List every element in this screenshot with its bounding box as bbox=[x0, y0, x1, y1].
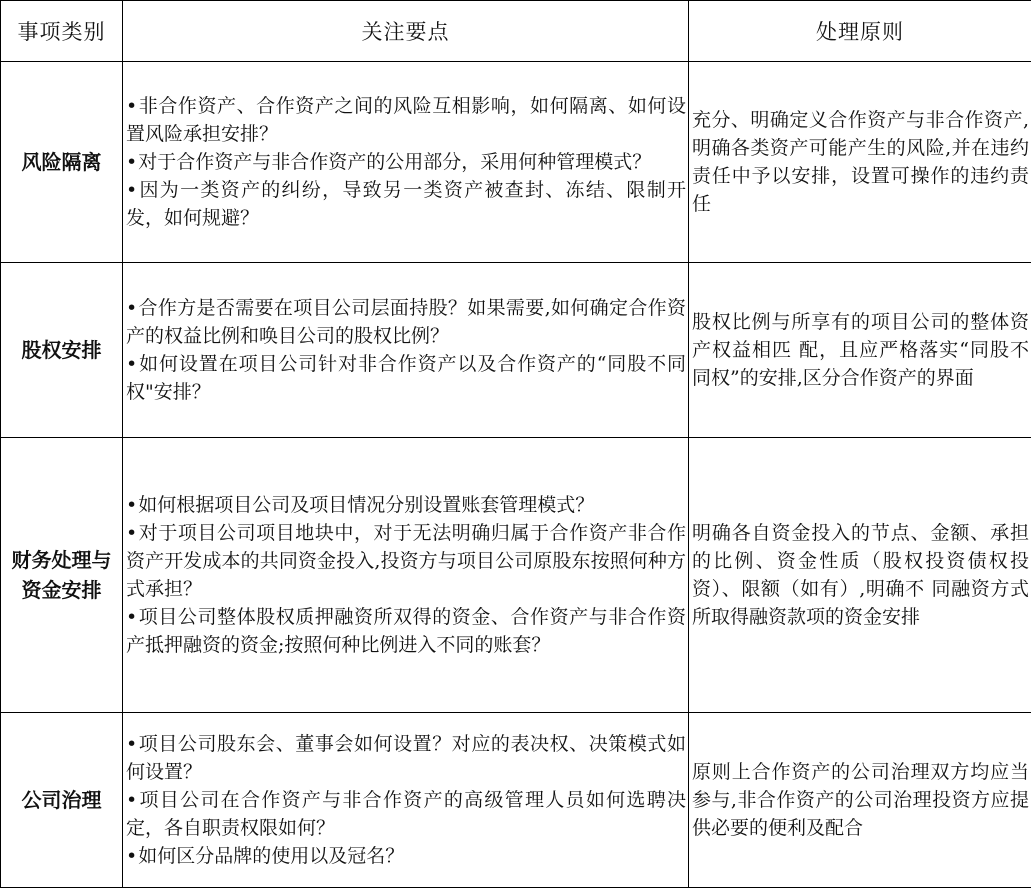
category-cell bbox=[1, 438, 123, 713]
header-focus: 关注要点 bbox=[123, 1, 689, 62]
focus-points-cell bbox=[123, 62, 689, 263]
table-row bbox=[1, 62, 1031, 263]
category-cell bbox=[1, 62, 123, 263]
focus-point: • 项目公司股东会、董事会如何设置？对应的表决权、决策模式如何设置？ bbox=[126, 730, 686, 786]
focus-point: • 项目公司整体股权质押融资所双得的资金、合作资产与非合作资产抵押融资的资金;按照何种比例进入不同的账套？ bbox=[126, 603, 686, 659]
principle-cell: 原则上合作资产的公司治理双方均应当参与,非合作资产的公司治理投资方应提供必要的便利及配合 bbox=[689, 713, 1031, 888]
category-label: 股权安排 bbox=[21, 338, 102, 362]
focus-points-cell bbox=[123, 438, 689, 713]
principle-cell: 股权比例与所享有的项目公司的整体资产权益相匹 配，且应严格落实“同股不同权”的安排,区分合作资产的界面 bbox=[689, 263, 1031, 438]
focus-point: • 项目公司在合作资产与非合作资产的高级管理人员如何选聘决定，各自职责权限如何？ bbox=[126, 786, 686, 842]
focus-point: • 如何设置在项目公司针对非合作资产以及合作资产的“同股不同权"安排？ bbox=[126, 350, 686, 406]
focus-point: • 合作方是否需要在项目公司层面持股？如果需要,如何确定合作资产的权益比例和唤目公司的股权比例？ bbox=[126, 294, 686, 350]
header-category: 事项类别 bbox=[1, 1, 123, 62]
header-principle: 处理原则 bbox=[689, 1, 1031, 62]
category-label-line-1: 财务处理与 bbox=[11, 548, 112, 572]
category-label-line-2: 资金安排 bbox=[21, 578, 102, 602]
category-label: 公司治理 bbox=[21, 788, 102, 812]
table-row bbox=[1, 713, 1031, 888]
principle-cell: 明确各自资金投入的节点、金额、承担的比例、资金性质（股权投资债权投 资）、限额（如有）,明确不 同融资方式所取得融资款项的资金安排 bbox=[689, 438, 1031, 713]
principle-cell: 充分、明确定义合作资产与非合作资产,明确各类资产可能产生的风险,并在违约责任中予以安排，设置可操作的违约责任 bbox=[689, 62, 1031, 263]
focus-point: • 非合作资产、合作资产之间的风险互相影响，如何隔离、如何设置风险承担安排？ bbox=[126, 92, 686, 148]
table-row bbox=[1, 438, 1031, 713]
header-row bbox=[1, 1, 1031, 62]
category-cell bbox=[1, 713, 123, 888]
focus-point: • 对于合作资产与非合作资产的公用部分，采用何种管理模式？ bbox=[126, 148, 686, 176]
focus-points-cell bbox=[123, 713, 689, 888]
focus-point: • 如何区分品牌的使用以及冠名？ bbox=[126, 842, 686, 870]
focus-points-cell bbox=[123, 263, 689, 438]
category-label: 风险隔离 bbox=[21, 150, 102, 174]
focus-point: • 对于项目公司项目地块中，对于无法明确归属于合作资产非合作资产开发成本的共同资金投入,投资方与项目公司原股东按照何种方式承担？ bbox=[126, 519, 686, 603]
category-cell bbox=[1, 263, 123, 438]
focus-point: • 如何根据项目公司及项目情况分别设置账套管理模式？ bbox=[126, 491, 686, 519]
focus-point: • 因为一类资产的纠纷，导致另一类资产被查封、冻结、限制开发，如何规避？ bbox=[126, 176, 686, 232]
table-row bbox=[1, 263, 1031, 438]
